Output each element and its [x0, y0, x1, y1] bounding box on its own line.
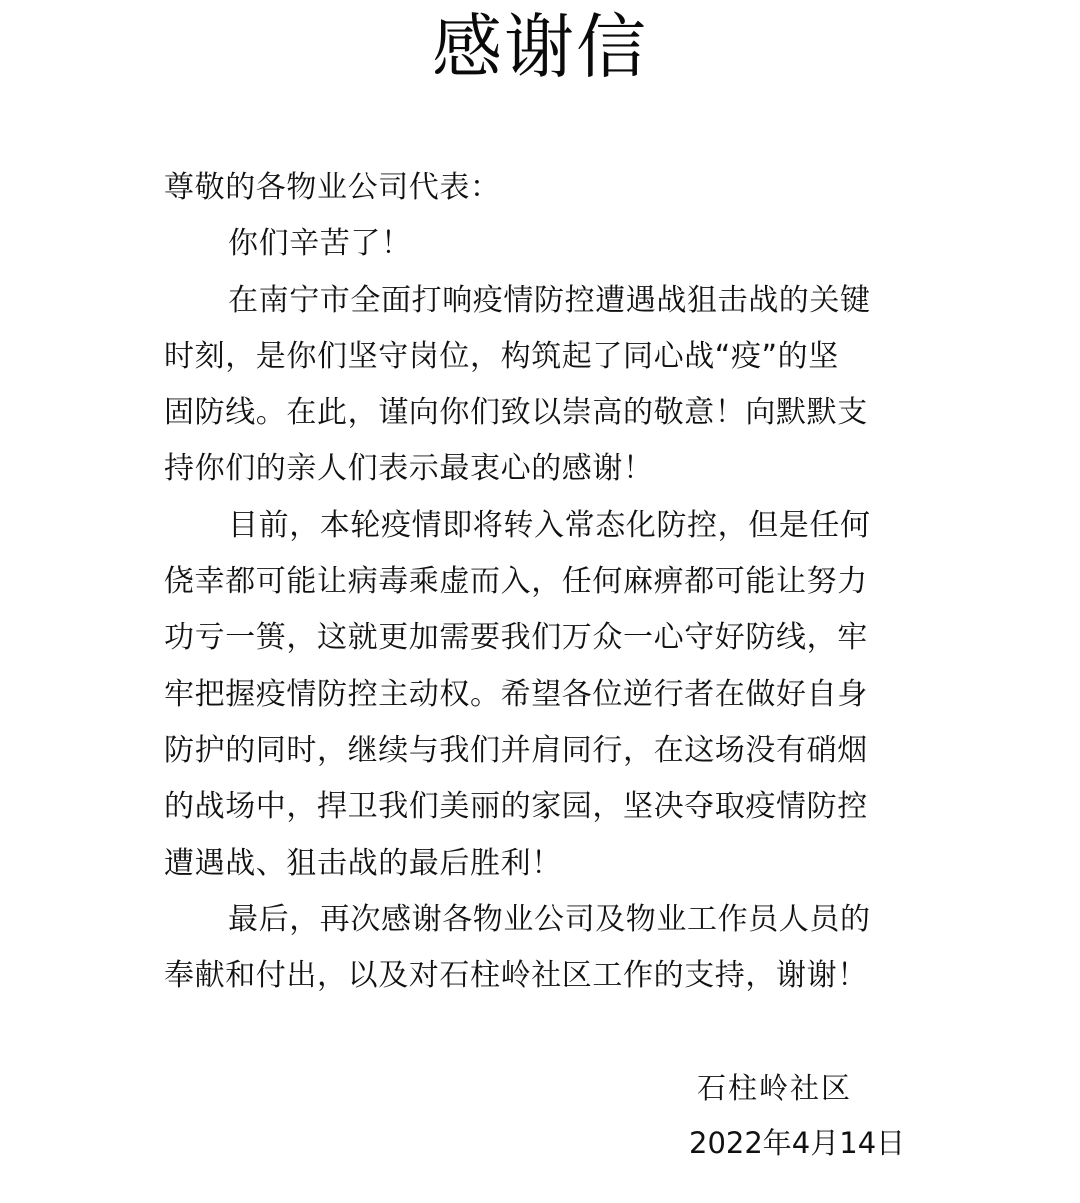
- paragraph-line: 持你们的亲人们表示最衷心的感谢！: [164, 451, 654, 487]
- letter-date: 2022年4月14日: [689, 1126, 906, 1160]
- paragraph-line: 侥幸都可能让病毒乘虚而入，任何麻痹都可能让努力: [164, 564, 868, 600]
- paragraph-line: 功亏一篑，这就更加需要我们万众一心守好防线，牢: [164, 620, 868, 656]
- salutation: 尊敬的各物业公司代表：: [164, 170, 501, 205]
- paragraph-line: 防护的同时，继续与我们并肩同行，在这场没有硝烟: [164, 732, 868, 768]
- paragraph-line: 最后，再次感谢各物业公司及物业工作员人员的: [228, 901, 871, 937]
- signature: 石柱岭社区: [697, 1071, 853, 1105]
- paragraph-line: 固防线。在此，谨向你们致以崇高的敬意！向默默支: [164, 395, 868, 431]
- paragraph-line: 的战场中，捍卫我们美丽的家园，坚决夺取疫情防控: [164, 789, 868, 825]
- paragraph-line: 时刻，是你们坚守岗位，构筑起了同心战“疫”的坚: [164, 338, 839, 374]
- paragraph-line: 牢把握疫情防控主动权。希望各位逆行者在做好自身: [164, 676, 868, 712]
- letter-title: 感谢信: [432, 6, 648, 88]
- paragraph-line: 遭遇战、狙击战的最后胜利！: [164, 845, 562, 881]
- paragraph-line: 目前，本轮疫情即将转入常态化防控，但是任何: [228, 507, 871, 543]
- paragraph-line: 在南宁市全面打响疫情防控遭遇战狙击战的关键: [228, 282, 871, 318]
- paragraph-greeting: 你们辛苦了！: [228, 226, 412, 262]
- paragraph-line: 奉献和付出，以及对石柱岭社区工作的支持，谢谢！: [164, 958, 868, 994]
- letter-body: [164, 160, 916, 1004]
